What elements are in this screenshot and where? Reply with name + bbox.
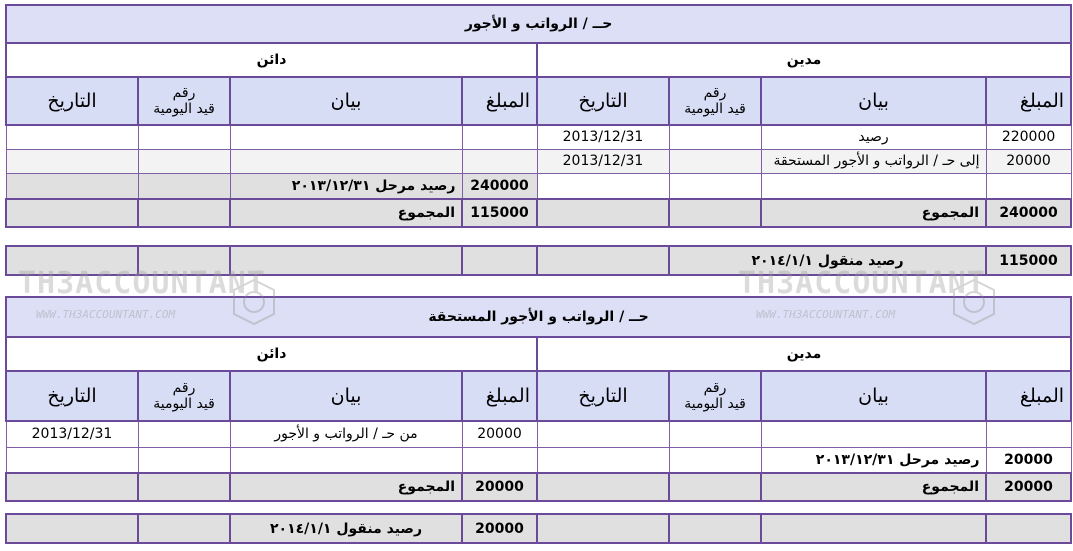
debit-date-cell [537, 447, 669, 473]
credit-side-label: دائن [6, 43, 537, 77]
empty-cell [6, 473, 138, 501]
col-header-date: التاريخ [6, 371, 138, 421]
debit-statement-cell [761, 173, 986, 199]
credit-amount-cell [462, 149, 537, 173]
col-header-amount: المبلغ [462, 77, 537, 125]
empty-cell [138, 473, 230, 501]
entry-no-line2: قيد اليومية [153, 101, 215, 117]
credit-total-amount: 20000 [462, 473, 537, 501]
credit-total-label: المجموع [230, 473, 462, 501]
table-row [6, 125, 1071, 149]
credit-amount-cell [462, 447, 537, 473]
credit-entry-cell [138, 125, 230, 149]
credit-statement-cell [230, 447, 462, 473]
empty-cell [138, 199, 230, 227]
carried-amount: 20000 [462, 514, 537, 543]
empty-cell [138, 514, 230, 543]
debit-total-label: المجموع [761, 199, 986, 227]
empty-cell [6, 199, 138, 227]
carried-label: رصيد منقول ٢٠١٤/١/١ [230, 514, 462, 543]
col-header-statement: بيان [230, 77, 462, 125]
carried-balance-table-2 [5, 513, 1072, 544]
debit-total-amount: 240000 [986, 199, 1071, 227]
entry-no-line2: قيد اليومية [684, 396, 746, 412]
empty-cell [537, 473, 669, 501]
empty-cell [462, 246, 537, 275]
debit-statement-cell: إلى حـ / الرواتب و الأجور المستحقة [761, 149, 986, 173]
debit-total-amount: 20000 [986, 473, 1071, 501]
empty-cell [669, 514, 761, 543]
entry-no-line1: رقم [703, 85, 727, 101]
col-header-entry-no [669, 371, 761, 421]
credit-statement-cell: رصيد مرحل ٢٠١٣/١٢/٣١ [230, 173, 462, 199]
entry-no-line1: رقم [172, 85, 196, 101]
watermark-url: WWW.TH3ACCOUNTANT.COM [36, 308, 176, 321]
table-row [6, 421, 1071, 447]
debit-entry-cell [669, 149, 761, 173]
debit-amount-cell: 20000 [986, 447, 1071, 473]
debit-date-cell [537, 173, 669, 199]
table-row [6, 447, 1071, 473]
credit-amount-cell: 240000 [462, 173, 537, 199]
col-header-statement: بيان [761, 371, 986, 421]
ledger-table-1 [5, 4, 1072, 228]
entry-no-line2: قيد اليومية [153, 396, 215, 412]
carried-row [6, 246, 1071, 275]
credit-date-cell [6, 149, 138, 173]
empty-cell [6, 246, 138, 275]
watermark-text: TH3ACCOUNTANT [18, 266, 266, 301]
credit-side-label: دائن [6, 337, 537, 371]
account-title: حــ / الرواتب و الأجور [6, 5, 1071, 43]
debit-amount-cell [986, 173, 1071, 199]
empty-cell [761, 514, 986, 543]
col-header-amount: المبلغ [986, 77, 1071, 125]
debit-entry-cell [669, 125, 761, 149]
entry-no-line1: رقم [703, 380, 727, 396]
empty-cell [230, 246, 462, 275]
col-header-date: التاريخ [537, 371, 669, 421]
credit-amount-cell: 20000 [462, 421, 537, 447]
col-header-amount: المبلغ [986, 371, 1071, 421]
entry-no-line1: رقم [172, 380, 196, 396]
col-header-date: التاريخ [6, 77, 138, 125]
col-header-entry-no [138, 77, 230, 125]
credit-statement-cell [230, 149, 462, 173]
debit-amount-cell [986, 421, 1071, 447]
col-header-amount: المبلغ [462, 371, 537, 421]
carried-row [6, 514, 1071, 543]
empty-cell [669, 473, 761, 501]
empty-cell [6, 514, 138, 543]
carried-label: رصيد منقول ٢٠١٤/١/١ [669, 246, 986, 275]
col-header-statement: بيان [761, 77, 986, 125]
debit-date-cell: 2013/12/31 [537, 149, 669, 173]
col-header-statement: بيان [230, 371, 462, 421]
debit-date-cell: 2013/12/31 [537, 125, 669, 149]
account-title: حــ / الرواتب و الأجور المستحقة [6, 297, 1071, 337]
table-row [6, 173, 1071, 199]
entry-no-line2: قيد اليومية [684, 101, 746, 117]
total-row [6, 473, 1071, 501]
col-header-date: التاريخ [537, 77, 669, 125]
empty-cell [986, 514, 1071, 543]
empty-cell [669, 199, 761, 227]
watermark-text: TH3ACCOUNTANT [738, 266, 986, 301]
debit-amount-cell: 220000 [986, 125, 1071, 149]
table-row [6, 149, 1071, 173]
debit-amount-cell: 20000 [986, 149, 1071, 173]
debit-statement-cell [761, 421, 986, 447]
credit-date-cell [6, 173, 138, 199]
empty-cell [138, 246, 230, 275]
credit-entry-cell [138, 447, 230, 473]
credit-amount-cell [462, 125, 537, 149]
debit-date-cell [537, 421, 669, 447]
debit-side-label: مدين [537, 337, 1071, 371]
debit-total-label: المجموع [761, 473, 986, 501]
debit-statement-cell: رصيد [761, 125, 986, 149]
debit-entry-cell [669, 173, 761, 199]
credit-total-amount: 115000 [462, 199, 537, 227]
credit-date-cell [6, 447, 138, 473]
credit-total-label: المجموع [230, 199, 462, 227]
debit-side-label: مدين [537, 43, 1071, 77]
carried-amount: 115000 [986, 246, 1071, 275]
debit-statement-cell: رصيد مرحل ٢٠١٣/١٢/٣١ [761, 447, 986, 473]
credit-statement-cell: من حـ / الرواتب و الأجور [230, 421, 462, 447]
watermark-url: WWW.TH3ACCOUNTANT.COM [756, 308, 896, 321]
empty-cell [537, 199, 669, 227]
col-header-entry-no [138, 371, 230, 421]
carried-balance-table-1 [5, 245, 1072, 276]
total-row [6, 199, 1071, 227]
credit-entry-cell [138, 173, 230, 199]
ledger-table-2 [5, 296, 1072, 502]
credit-entry-cell [138, 421, 230, 447]
empty-cell [537, 514, 669, 543]
col-header-entry-no [669, 77, 761, 125]
debit-entry-cell [669, 447, 761, 473]
credit-date-cell [6, 125, 138, 149]
debit-entry-cell [669, 421, 761, 447]
credit-entry-cell [138, 149, 230, 173]
empty-cell [537, 246, 669, 275]
credit-statement-cell [230, 125, 462, 149]
credit-date-cell: 2013/12/31 [6, 421, 138, 447]
